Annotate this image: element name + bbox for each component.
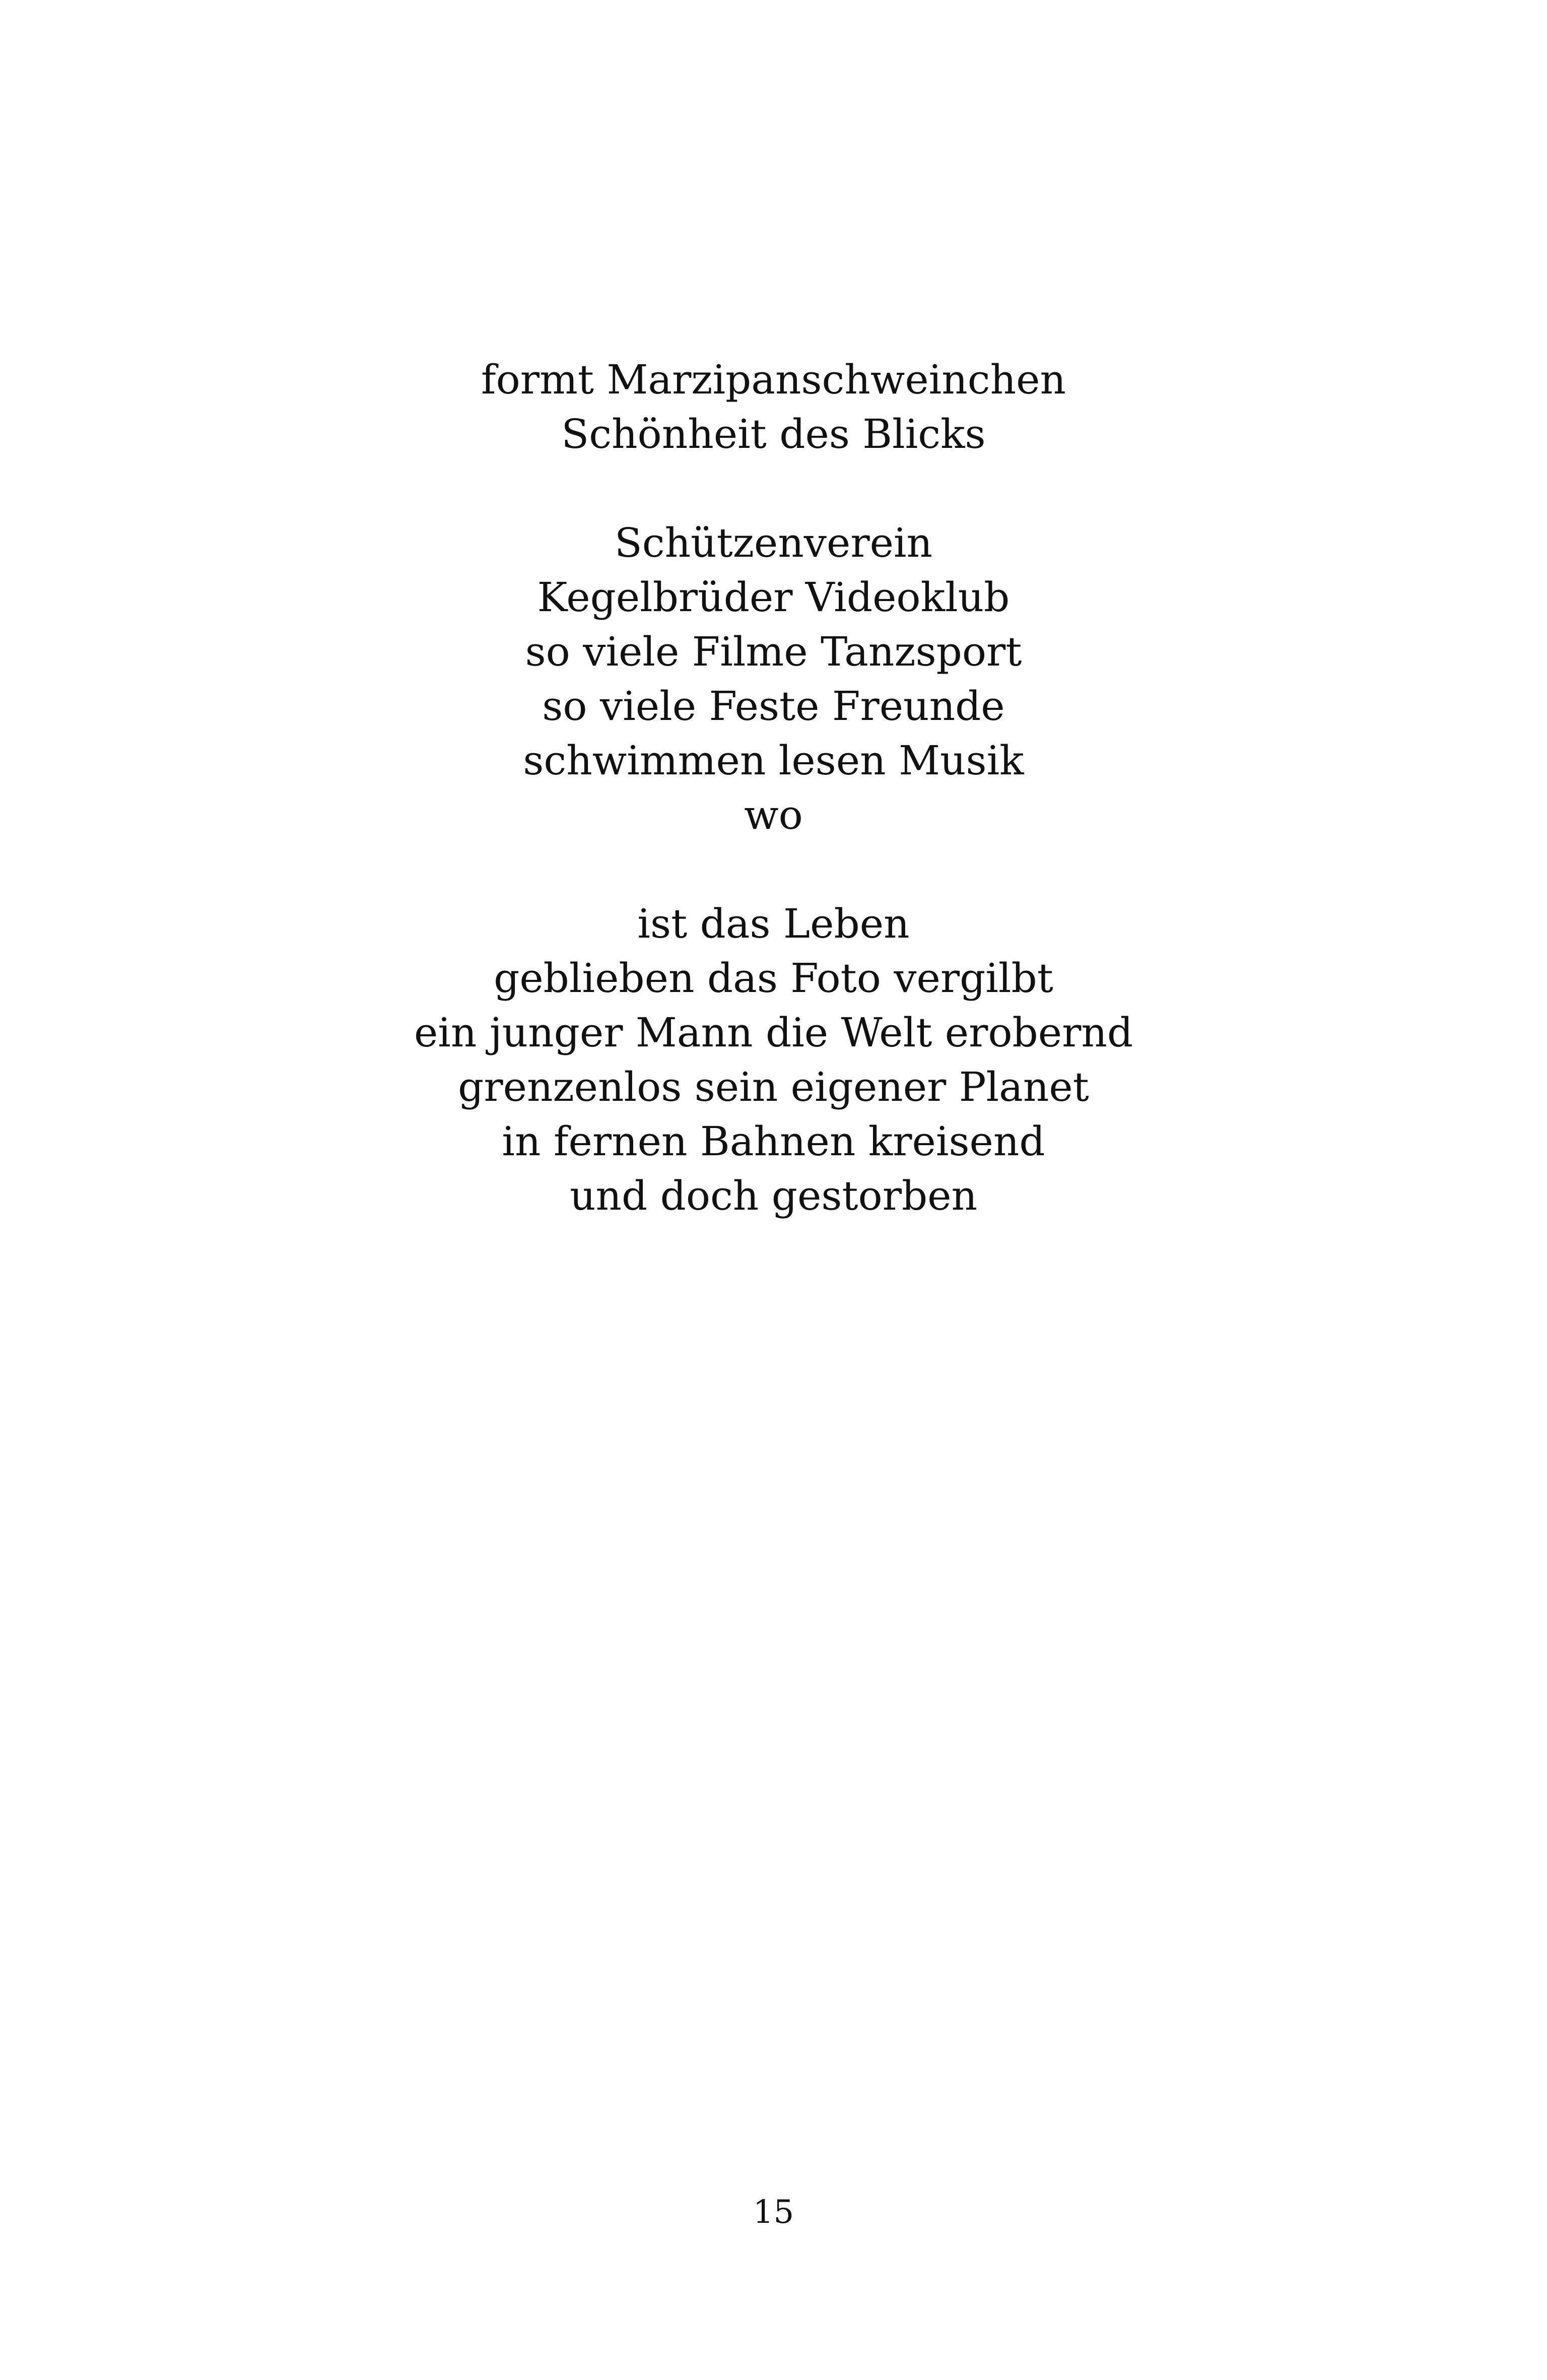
poem-line: Schönheit des Blicks bbox=[561, 411, 986, 457]
poem-line: schwimmen lesen Musik bbox=[523, 737, 1024, 784]
poem bbox=[0, 353, 1547, 1278]
poem-line: grenzenlos sein eigener Planet bbox=[458, 1064, 1089, 1110]
poem-line: ein junger Mann die Welt erobernd bbox=[414, 1009, 1133, 1056]
poem-line: geblieben das Foto vergilbt bbox=[494, 955, 1053, 1002]
poem-line: in fernen Bahnen kreisend bbox=[502, 1118, 1045, 1165]
poem-line: so viele Filme Tanzsport bbox=[525, 628, 1022, 675]
stanza-1 bbox=[0, 353, 1547, 461]
stanza-2 bbox=[0, 516, 1547, 842]
poem-line: Kegelbrüder Videoklub bbox=[537, 574, 1010, 621]
poem-line: wo bbox=[744, 791, 803, 838]
poem-line: und doch gestorben bbox=[569, 1172, 978, 1219]
poem-line: ist das Leben bbox=[637, 900, 910, 947]
stanza-3 bbox=[0, 897, 1547, 1223]
poem-line: so viele Feste Freunde bbox=[542, 683, 1005, 730]
page-number: 15 bbox=[753, 2194, 794, 2231]
poem-line: Schützenverein bbox=[614, 519, 933, 566]
poem-line: formt Marzipanschweinchen bbox=[481, 356, 1066, 403]
